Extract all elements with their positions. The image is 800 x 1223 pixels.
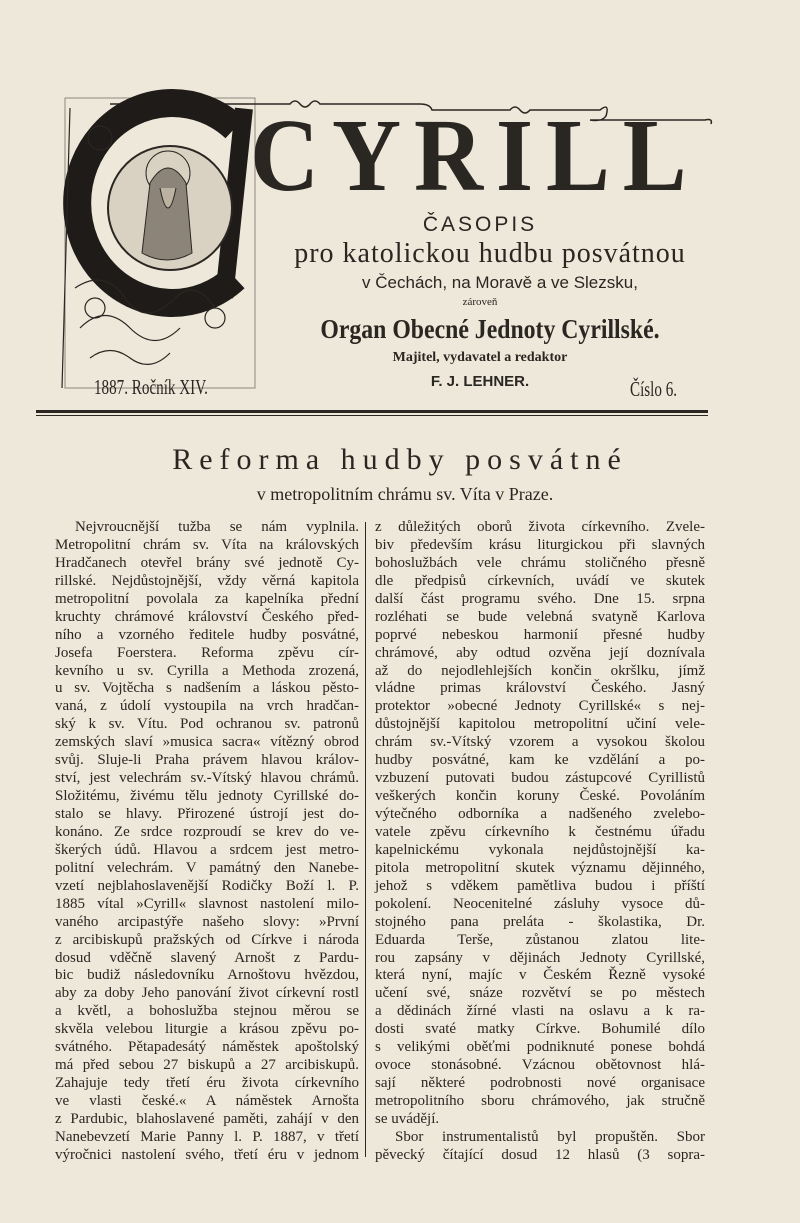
text-line: veškerých končin koruny České. Povoláním — [375, 788, 705, 805]
text-line: škerých údů. Hlavou a srdcem jest metro- — [55, 841, 359, 858]
text-line: chrámové, aby odtud ozvěna její doznívala — [375, 644, 705, 661]
text-line: z arcibiskupů pražských od Církve i národa — [55, 931, 359, 948]
text-line: svůj. Sluje-li Praha právem hlavou králov- — [55, 752, 359, 769]
text-line: vládne primas království Českého. Jasný — [375, 680, 705, 697]
article-column-right — [375, 519, 705, 1165]
text-line: a dědinách žírné vlasti na oslavu a k ra- — [375, 1003, 705, 1020]
text-line: rou zapsány v dějinách Jednoty Cyrillské, — [375, 949, 705, 966]
text-line: výtečného odborníka a nadšeného zvelebo- — [375, 806, 705, 822]
text-line: zemských slaví »musica sacra« vítězný obrod — [55, 734, 359, 751]
masthead-subtitle-region: v Čechách, na Moravě a ve Slezsku, — [362, 273, 638, 292]
text-line: protektor »obecné Jednoty Cyrillské« s nej- — [375, 698, 705, 715]
text-line: stojného pana preláta - školastika, Dr. — [375, 913, 705, 930]
text-line: Josefa Foerstera. Reforma zpěvu cír- — [55, 644, 359, 661]
article-title: Reforma hudby posvátné — [172, 443, 628, 476]
text-line: ve vlasti české.« A náměstek Arnošta — [55, 1093, 359, 1109]
text-line: Nanebevzetí Marie Panny l. P. 1887, v třetí — [55, 1128, 359, 1145]
text-line: stalo se hlavy. Přirozené ústrojí jest do- — [55, 806, 359, 822]
text-line: Eduarda Terše, zůstanou zlatou lite- — [375, 931, 705, 948]
text-line: skvěla velebou liturgie a krásou zpěvu po- — [55, 1021, 359, 1038]
text-line: Nejvroucnější tužba se nám vyplnila. — [75, 519, 359, 535]
text-line: ovoce stonásobné. Vzácnou obětovnost hlá- — [375, 1057, 705, 1074]
text-line: se uvádějí. — [375, 1110, 440, 1127]
text-line: rozléhati se bude velebná svatyně Karlova — [375, 608, 705, 625]
text-line: vatele zpěvu církevního k čestnému úřadu — [375, 823, 705, 840]
text-line: ský k sv. Vítu. Pod ochranou sv. patronů — [55, 716, 359, 733]
masthead-subtitle-also: zároveň — [462, 296, 498, 308]
masthead-subtitle-casopis: ČASOPIS — [422, 213, 538, 236]
masthead-issue: Číslo 6. — [630, 377, 678, 401]
text-line: hudby posvátné, kam ke vzdělání a po- — [375, 752, 705, 769]
text-line: Hradčanech otevřel brány své jednotě Cy- — [55, 554, 359, 571]
text-line: výročnici nastolení svého, třetí éru v jednom — [55, 1146, 359, 1163]
text-line: pěvecký čítající dosud 12 hlasů (3 sopra- — [375, 1146, 705, 1163]
saint-portrait-icon — [108, 146, 232, 270]
masthead-publisher-label: Majitel, vydavatel a redaktor — [392, 350, 568, 365]
text-line: ního a vzorného ředitele hudby posvátné, — [55, 626, 359, 643]
masthead-subtitle-purpose: pro katolickou hudbu posvátnou — [294, 238, 686, 269]
text-line: dosud vděčně slavený Arnošt z Pardu- — [55, 949, 359, 966]
text-line: vaná, z údolí vystoupila na vrch hradčan- — [55, 698, 359, 715]
text-line: kruchty chrámové království Českého před- — [55, 608, 359, 625]
text-line: a květl, a bohoslužba stejnou měrou se — [55, 1003, 359, 1020]
text-line: sají některé podrobnosti nové organisace — [375, 1075, 705, 1092]
text-line: konáno. Ze srdce rozproudí se krev do ve- — [55, 823, 359, 840]
text-line: pitola metropolitní skutek významu dějinného, — [375, 859, 705, 876]
text-line: kapelnickému vykonala nejdůstojnější ka- — [375, 841, 705, 858]
divider-rule — [36, 410, 708, 413]
text-line: bohoslužbách vele chrámu stoličného přesně — [375, 554, 705, 571]
text-line: důstojnější kapitolou metropolitní učiní vele- — [375, 716, 705, 733]
article-subtitle: v metropolitním chrámu sv. Víta v Praze. — [256, 484, 554, 504]
text-line: z důležitých oborů života církevního. Zvele- — [375, 519, 705, 535]
text-line: dle předpisů církevních, uvádí ve skutek — [375, 572, 705, 589]
divider-rule — [36, 415, 708, 416]
column-divider — [365, 522, 366, 1157]
text-line: Složitému, živému tělu jednoty Cyrillské do- — [55, 788, 359, 805]
text-line: vzbuzení putovati budou zástupcové Cyrillistů — [375, 770, 705, 787]
text-line: Sbor instrumentalistů byl propuštěn. Sbor — [395, 1128, 705, 1145]
text-line: až do nejodlehlejších končin okršlku, jímž — [375, 662, 705, 679]
text-line: má před sebou 27 biskupů a 27 arcibiskupů. — [55, 1057, 359, 1074]
text-line: kevního u sv. Cyrilla a Methoda zrozená, — [55, 662, 359, 679]
text-line: aby za doby Jeho panování život církevní rostl — [55, 985, 359, 1002]
text-line: politní velechrám. V památný den Nanebe- — [55, 859, 359, 876]
text-line: vaného arcipastýře našeho slovy: »První — [55, 913, 359, 930]
text-line: ství, jest velechrám sv.-Vítský hlavou chrámů. — [55, 770, 359, 787]
text-line: dosti svaté matky Církve. Bohumilé dílo — [375, 1021, 705, 1038]
text-line: pokolení. Neocenitelné zásluhy vysoce dů- — [375, 895, 705, 912]
text-line: další část programu svého. Dne 15. srpna — [375, 590, 705, 607]
text-line: svátného. Pětapadesátý náměstek apoštolský — [55, 1039, 359, 1056]
text-line: vzetí nejblahoslavenější Rodičky Boží l. P. — [55, 877, 359, 894]
text-line: Metropolitní chrám sv. Víta na královských — [55, 536, 359, 553]
text-line: u sv. Vojtěcha s nadšením a láskou pěsto- — [55, 680, 359, 697]
article-column-left — [55, 519, 359, 1165]
text-line: Zahajuje tedy třetí éru života církevního — [55, 1075, 359, 1092]
text-line: učení své, snáze rozvětví se po městech — [375, 985, 705, 1002]
text-line: biv především krásu liturgickou při slavných — [375, 536, 705, 553]
masthead-subtitle-organ: Organ Obecné Jednoty Cyrillské. — [320, 314, 660, 344]
text-line: rillské. Nejdůstojnější, vždy věrná kapitola — [55, 572, 359, 589]
text-line: z Pardubic, blahoslavené paměti, zahájí v den — [55, 1110, 359, 1127]
text-line: 1885 vítal »Cyrill« slavnost nastolení milo- — [55, 895, 359, 912]
masthead-year-volume: 1887. Ročník XIV. — [94, 375, 208, 399]
text-line: s velikými oběťmi podniknuté ponese bohdá — [375, 1039, 705, 1056]
text-line: která nyní, majíc v Českém Řezně vysoké — [375, 967, 705, 984]
text-line: jehož s vděkem pamětliva budou i příští — [375, 877, 705, 894]
masthead-title: CYRILL — [250, 98, 700, 213]
text-line: poprvé nebeskou harmonií přesné hudby — [375, 626, 705, 643]
text-line: metropolitní povolala za kapelníka přední — [55, 590, 359, 607]
masthead-editor: F. J. LEHNER. — [430, 373, 530, 390]
text-line: metropolitního sboru chrámového, jak stručně — [375, 1093, 705, 1109]
text-line: bic budiž následovníku Arnoštovu hvězdou, — [55, 967, 359, 984]
text-line: chrám sv.-Vítský vzorem a vysokou školou — [375, 734, 705, 751]
